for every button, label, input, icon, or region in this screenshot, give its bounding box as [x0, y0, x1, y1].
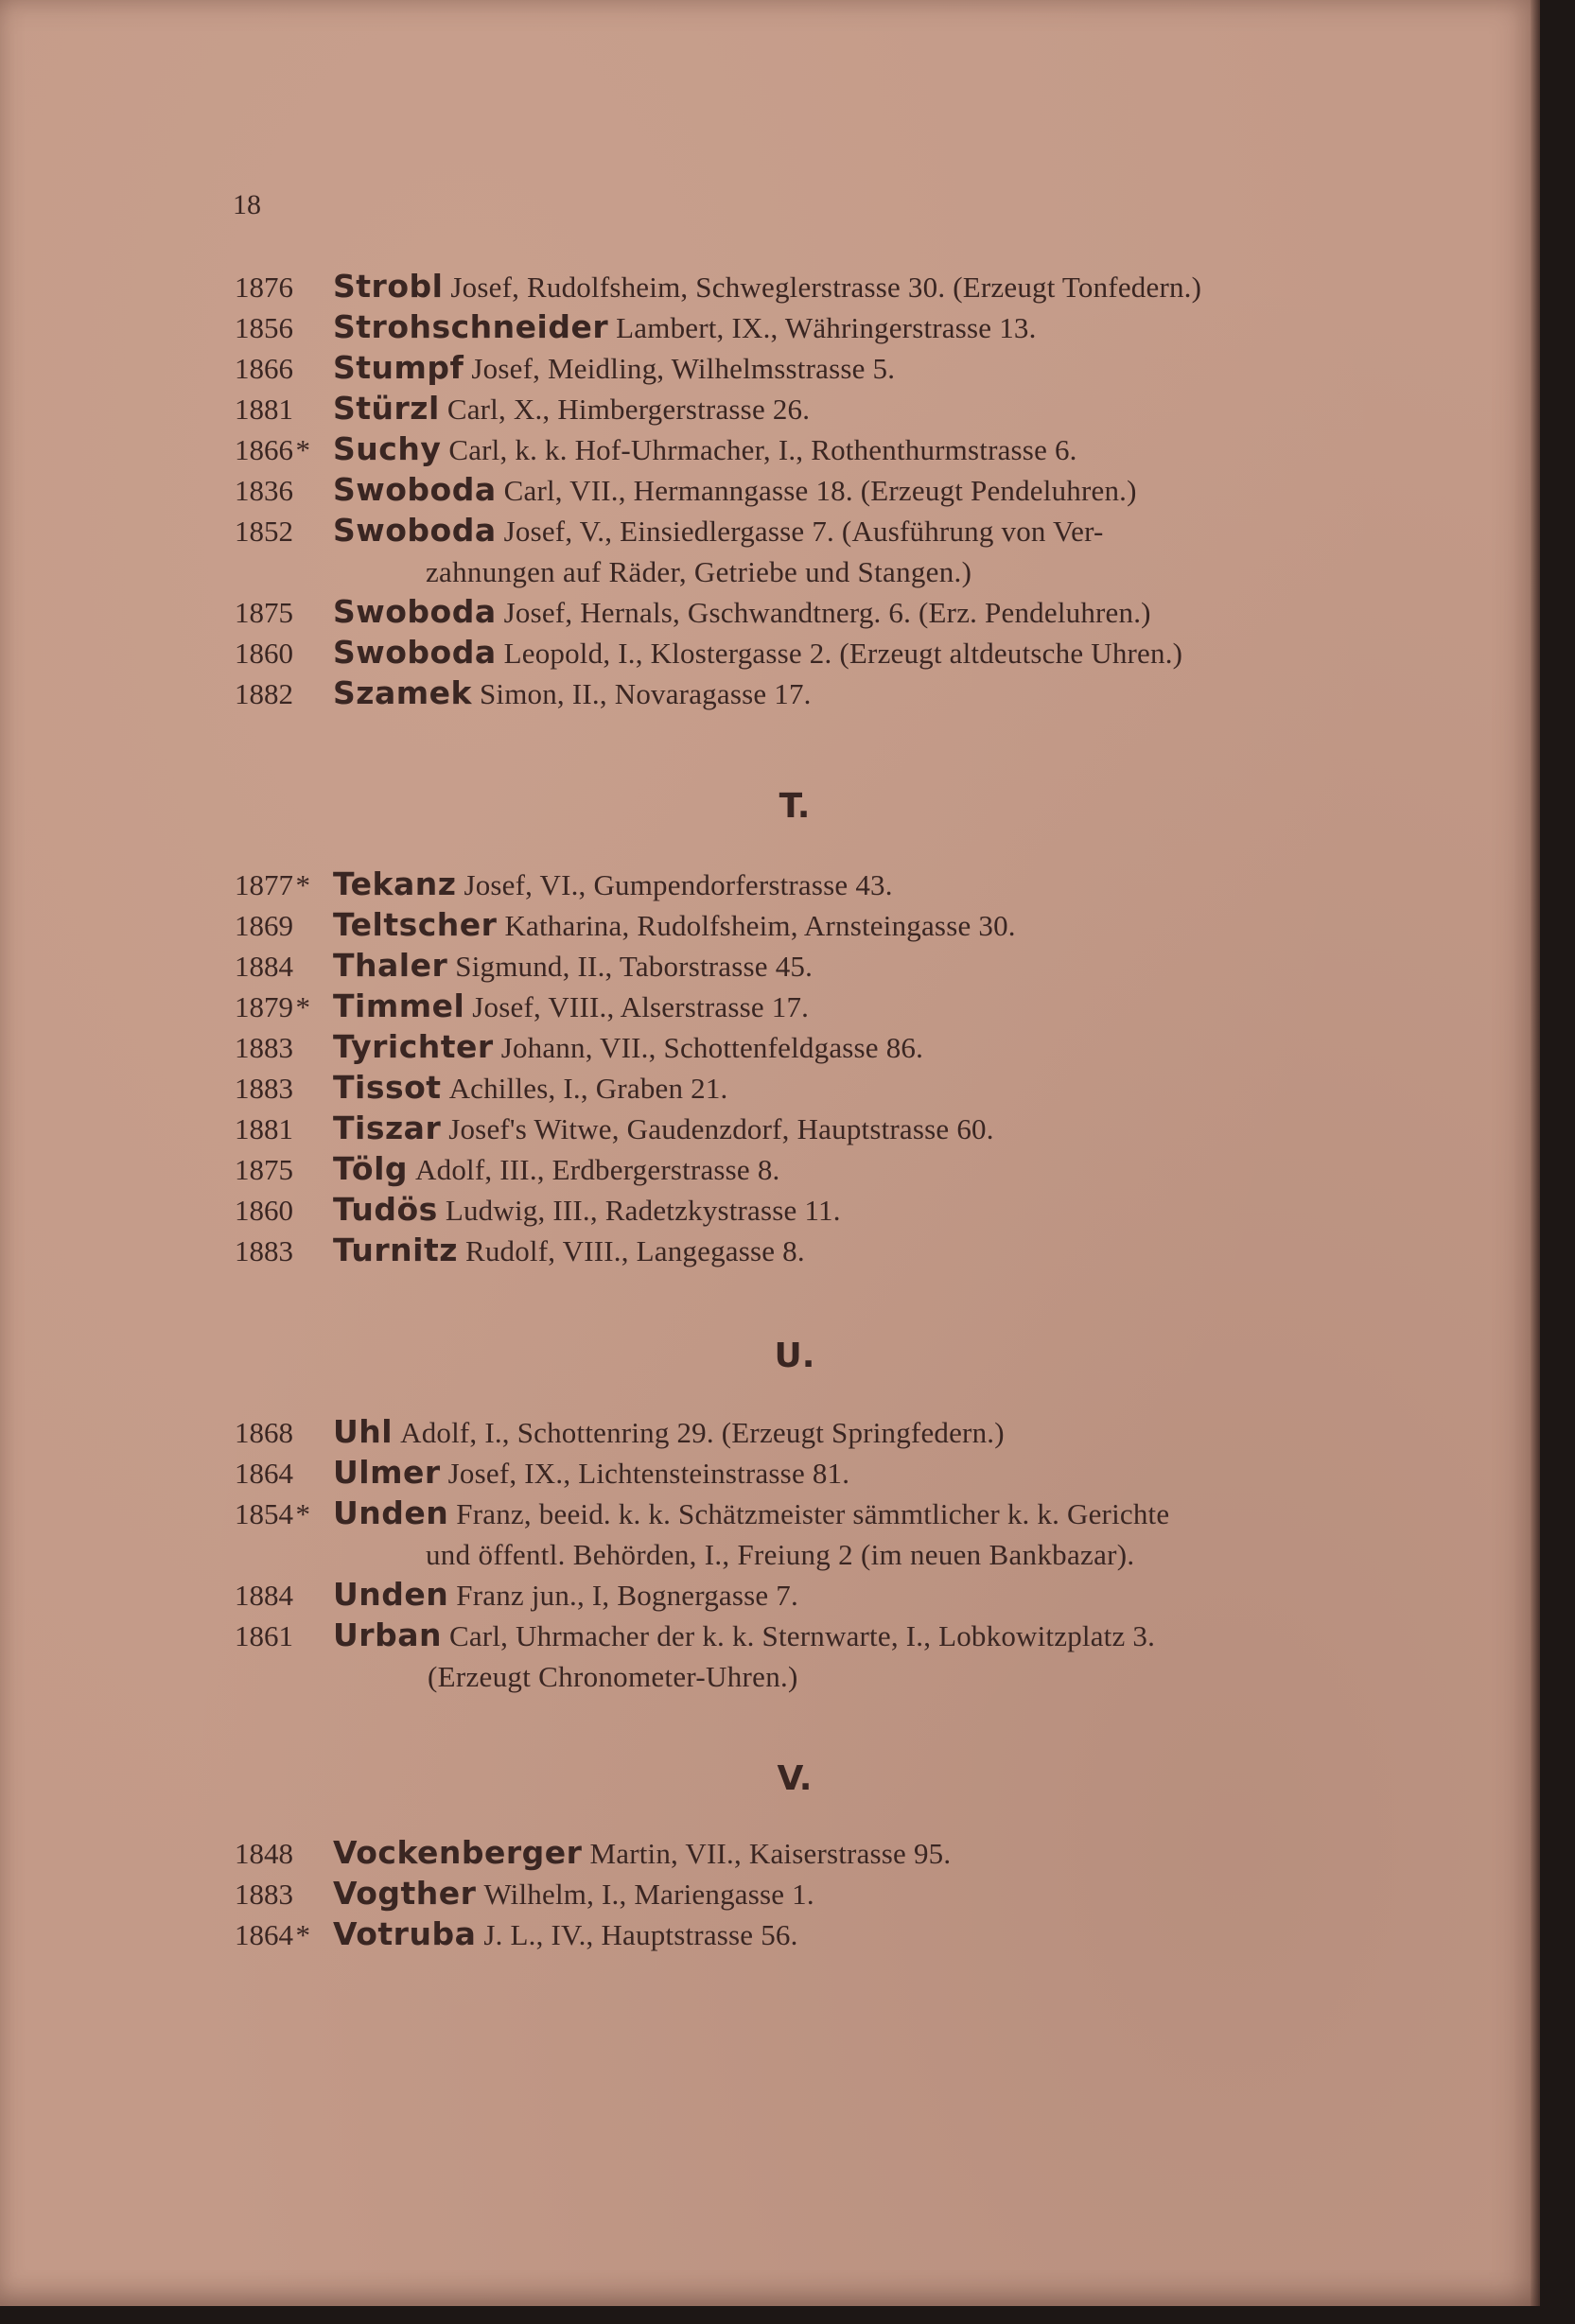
- entry-year: 1884: [235, 1579, 293, 1612]
- entry-name: Teltscher: [333, 906, 498, 943]
- entry-details: Lambert, IX., Währingerstrasse 13.: [616, 311, 1037, 344]
- entry-details: Josef, IX., Lichtensteinstrasse 81.: [447, 1457, 850, 1490]
- list-item: [235, 347, 1370, 389]
- entry-year: 1877: [235, 868, 293, 901]
- entry-details: Carl, VII., Hermanngasse 18. (Erzeugt Pendeluhren.): [503, 474, 1137, 507]
- list-item: [235, 510, 1370, 592]
- page-number: 18: [233, 189, 261, 220]
- entry-year: 1875: [235, 596, 293, 629]
- entry-name: Swoboda: [333, 471, 497, 508]
- entry-details: Josef, VI., Gumpendorferstrasse 43.: [464, 868, 893, 901]
- entry-name: Swoboda: [333, 512, 497, 549]
- entry-year: 1856: [235, 311, 293, 344]
- section-heading-u: U.: [774, 1337, 815, 1375]
- entry-name: Tyrichter: [333, 1028, 494, 1065]
- entry-details: Adolf, I., Schottenring 29. (Erzeugt Springfedern.): [400, 1416, 1005, 1449]
- entry-details: J. L., IV., Hauptstrasse 56.: [483, 1918, 798, 1951]
- entry-year: 1884: [235, 950, 293, 983]
- section-heading-t: T.: [779, 787, 811, 826]
- entry-details: Ludwig, III., Radetzkystrasse 11.: [445, 1194, 841, 1227]
- entry-name: Strohschneider: [333, 308, 609, 345]
- entry-name: Tiszar: [333, 1110, 442, 1146]
- list-item: [235, 1230, 1370, 1271]
- list-item: [235, 306, 1370, 348]
- entry-name: Timmel: [333, 987, 465, 1024]
- entry-name: Tölg: [333, 1150, 409, 1187]
- entry-details: Katharina, Rudolfsheim, Arnsteingasse 30.: [504, 909, 1016, 942]
- entry-details: Franz jun., I, Bognergasse 7.: [456, 1579, 798, 1612]
- entry-name: Uhl: [333, 1413, 394, 1450]
- list-item: [235, 469, 1370, 511]
- entry-continuation: zahnungen auf Räder, Getriebe und Stangen.): [426, 555, 972, 588]
- list-item: [235, 986, 1370, 1027]
- entry-details: Josef, Meidling, Wilhelmsstrasse 5.: [471, 352, 896, 385]
- entry-name: Unden: [333, 1576, 449, 1613]
- entry-name: Votruba: [333, 1915, 477, 1952]
- list-item: [235, 632, 1370, 673]
- page-edge-shadow: [1531, 0, 1540, 2306]
- entry-details: Josef's Witwe, Gaudenzdorf, Hauptstrasse 60.: [448, 1112, 994, 1145]
- entry-name: Tekanz: [333, 865, 457, 902]
- entry-name: Szamek: [333, 674, 472, 711]
- entry-year: 1875: [235, 1153, 293, 1186]
- entry-year: 1881: [235, 1112, 293, 1145]
- entry-details: Johann, VII., Schottenfeldgasse 86.: [500, 1031, 924, 1064]
- entry-details: Josef, Hernals, Gschwandtnerg. 6. (Erz. Pendeluhren.): [503, 596, 1151, 629]
- entry-name: Ulmer: [333, 1454, 441, 1491]
- list-item: [235, 864, 1370, 905]
- entry-star: *: [295, 868, 310, 901]
- entry-year: 1852: [235, 515, 293, 548]
- list-item: [235, 1913, 1370, 1955]
- entry-year: 1882: [235, 677, 293, 710]
- list-item: [235, 1026, 1370, 1068]
- list-item: [235, 1108, 1370, 1149]
- entry-name: Strobl: [333, 268, 444, 305]
- entry-details: Josef, Rudolfsheim, Schweglerstrasse 30. (Erzeugt Tonfedern.): [450, 271, 1202, 304]
- entry-continuation: und öffentl. Behörden, I., Freiung 2 (im neuen Bankbazar).: [426, 1538, 1135, 1571]
- entry-name: Tudös: [333, 1191, 438, 1228]
- entry-year: 1860: [235, 1194, 293, 1227]
- entry-details: Josef, V., Einsiedlergasse 7. (Ausführung von Ver-: [503, 515, 1104, 548]
- entry-year: 1868: [235, 1416, 293, 1449]
- list-item: [235, 1067, 1370, 1109]
- entry-year: 1883: [235, 1878, 293, 1911]
- list-item: [235, 945, 1370, 987]
- entry-details: Adolf, III., Erdbergerstrasse 8.: [415, 1153, 780, 1186]
- entry-year: 1866: [235, 352, 293, 385]
- entry-year: 1883: [235, 1234, 293, 1267]
- entry-name: Swoboda: [333, 593, 497, 630]
- list-item: [235, 1189, 1370, 1231]
- entry-year: 1883: [235, 1072, 293, 1105]
- entry-year: 1881: [235, 393, 293, 426]
- entry-name: Thaler: [333, 947, 448, 984]
- list-item: [235, 266, 1370, 307]
- entry-name: Suchy: [333, 430, 442, 467]
- entry-name: Urban: [333, 1616, 442, 1653]
- entry-details: Sigmund, II., Taborstrasse 45.: [455, 950, 814, 983]
- entry-name: Stürzl: [333, 390, 440, 427]
- entry-details: Carl, Uhrmacher der k. k. Sternwarte, I., Lobkowitzplatz 3.: [448, 1619, 1156, 1652]
- entry-year: 1860: [235, 637, 293, 670]
- entry-star: *: [295, 433, 310, 466]
- entry-name: Tissot: [333, 1069, 442, 1106]
- list-item: [235, 904, 1370, 946]
- list-item: [235, 1452, 1370, 1494]
- entry-details: Wilhelm, I., Mariengasse 1.: [483, 1878, 814, 1911]
- entry-year: 1866: [235, 433, 293, 466]
- entry-year: 1864: [235, 1457, 293, 1490]
- list-item: [235, 1411, 1370, 1453]
- entry-year: 1883: [235, 1031, 293, 1064]
- entry-name: Turnitz: [333, 1232, 458, 1268]
- entry-details: Franz, beeid. k. k. Schätzmeister sämmtlicher k. k. Gerichte: [456, 1497, 1170, 1530]
- entry-year: 1876: [235, 271, 293, 304]
- list-item: [235, 1493, 1370, 1575]
- entry-name: Swoboda: [333, 634, 497, 671]
- entry-year: 1879: [235, 990, 293, 1023]
- entry-details: Carl, X., Himbergerstrasse 26.: [446, 393, 811, 426]
- section-heading-v: V.: [777, 1759, 813, 1798]
- entry-name: Stumpf: [333, 349, 464, 386]
- entry-star: *: [295, 1497, 310, 1530]
- entry-details: Josef, VIII., Alserstrasse 17.: [472, 990, 810, 1023]
- entry-name: Unden: [333, 1494, 449, 1531]
- entry-year: 1864: [235, 1918, 293, 1951]
- list-item: [235, 1574, 1370, 1616]
- entry-name: Vogther: [333, 1875, 477, 1912]
- entry-details: Martin, VII., Kaiserstrasse 95.: [589, 1837, 952, 1870]
- entry-year: 1836: [235, 474, 293, 507]
- list-item: [235, 1873, 1370, 1914]
- list-item: [235, 591, 1370, 633]
- list-item: [235, 673, 1370, 714]
- list-item: [235, 1615, 1370, 1697]
- entry-continuation: (Erzeugt Chronometer-Uhren.): [428, 1660, 798, 1693]
- entry-details: Leopold, I., Klostergasse 2. (Erzeugt altdeutsche Uhren.): [503, 637, 1183, 670]
- entry-details: Rudolf, VIII., Langegasse 8.: [464, 1234, 805, 1267]
- entry-star: *: [295, 1918, 310, 1951]
- entry-details: Achilles, I., Graben 21.: [448, 1072, 728, 1105]
- entry-details: Simon, II., Novaragasse 17.: [479, 677, 812, 710]
- list-item: [235, 1148, 1370, 1190]
- entry-year: 1869: [235, 909, 293, 942]
- list-item: [235, 388, 1370, 429]
- entry-details: Carl, k. k. Hof-Uhrmacher, I., Rothenthurmstrasse 6.: [448, 433, 1077, 466]
- entry-year: 1854: [235, 1497, 293, 1530]
- entry-name: Vockenberger: [333, 1834, 583, 1871]
- entry-year: 1861: [235, 1619, 293, 1652]
- list-item: [235, 428, 1370, 470]
- entry-year: 1848: [235, 1837, 293, 1870]
- entry-star: *: [295, 990, 310, 1023]
- list-item: [235, 1832, 1370, 1874]
